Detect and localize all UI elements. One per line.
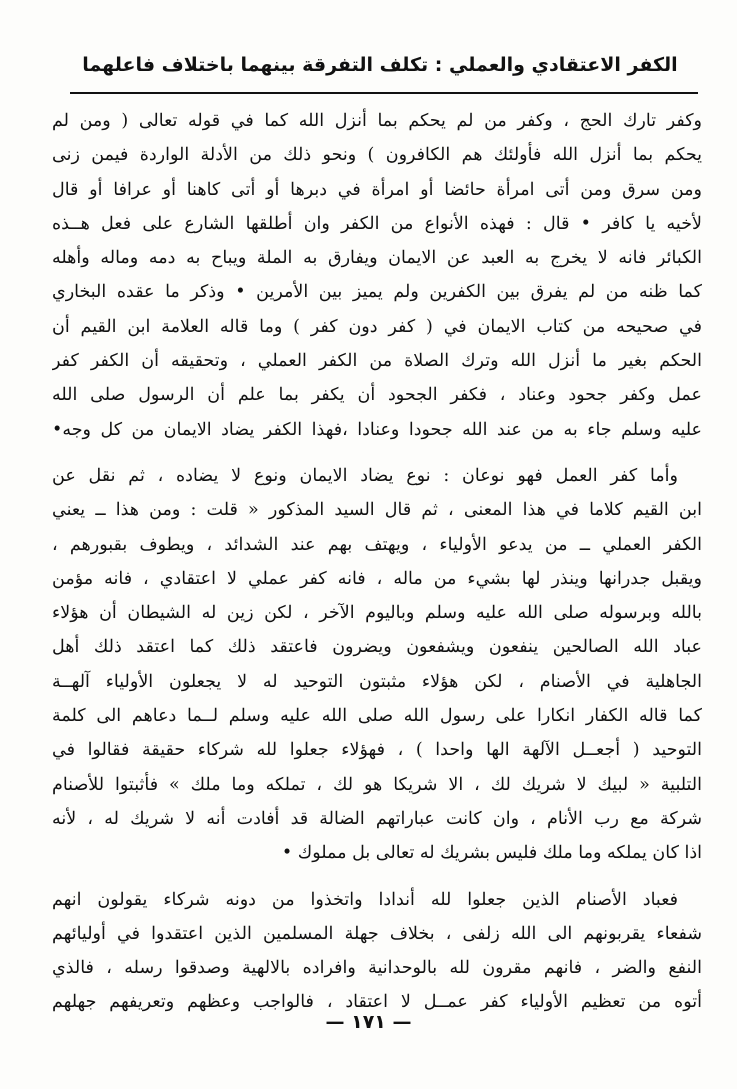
text-line: عمل وكفر جحود وعناد ، فكفر الجحود أن يكفر بما علم أن الرسول صلى الله: [52, 385, 702, 406]
text-line: أتوه من تعظيم الأولياء كفر عمــل لا اعتقاد ، فالواجب وعظهم وتعريفهم جهلهم: [52, 992, 702, 1013]
paragraph-gap: [52, 447, 702, 459]
text-line: التلبية « لبيك لا شريك لك ، الا شريكا هو لك ، تملكه وما ملك » فأثبتوا للأصنام: [52, 774, 702, 795]
body-text: [52, 104, 702, 1020]
text-line: ابن القيم كلاما في هذا المعنى ، ثم قال السيد المذكور « قلت : ومن هذا ــ يعني: [52, 500, 702, 521]
paragraph: [52, 459, 702, 871]
paragraph: [52, 104, 702, 447]
text-line: بالله وبرسوله صلى الله عليه وسلم وباليوم الآخر ، لكن زين له الشيطان أن هؤلاء: [52, 603, 702, 624]
text-line: عليه وسلم جاء به من عند الله جحودا وعنادا ،فهذا الكفر يضاد الايمان من كل وجه•: [52, 419, 702, 440]
text-line: ويقبل جدرانها وينذر لها بشيء من ماله ، فانه كفر عملي لا اعتقادي ، فانه مؤمن: [52, 568, 702, 589]
text-line: وأما كفر العمل فهو نوعان : نوع يضاد الايمان ونوع لا يضاده ، ثم نقل عن: [52, 465, 678, 486]
text-line: الكفر العملي ــ من يدعو الأولياء ، ويهتف بهم عند الشدائد ، ويطوف بقبورهم ،: [52, 534, 702, 555]
paragraph: [52, 883, 702, 1020]
text-line: الكبائر فانه لا يخرج به العبد عن الايمان ويفارق به الملة ويباح به دمه وماله وأهله: [52, 248, 702, 269]
text-line: يحكم بما أنزل الله فأولئك هم الكافرون ) ونحو ذلك من الأدلة الواردة فيمن زنى: [52, 145, 702, 166]
text-line: وكفر تارك الحج ، وكفر من لم يحكم بما أنزل الله كما في قوله تعالى ( ومن لم: [52, 111, 702, 131]
text-line: عباد الله الصالحين ينفعون ويشفعون ويضرون فاعتقد ذلك كما اعتقد ذلك أهل: [52, 637, 702, 658]
running-head: الكفر الاعتقادي والعملي : تكلف التفرقة بينهما باختلاف فاعلهما: [82, 54, 678, 76]
text-line: التوحيد ( أجعــل الآلهة الها واحدا ) ، فهؤلاء جعلوا لله شركاء حقيقة فقالوا في: [52, 740, 702, 761]
text-line: كما ظنه من لم يفرق بين الكفرين ولم يميز بين الأمرين • وذكر ما عقده البخاري: [52, 282, 702, 303]
text-line: شفعاء يقربونهم الى الله زلفى ، بخلاف جهلة المسلمين الذين اعتقدوا في أوليائهم: [52, 923, 702, 944]
page-number: — ١٧١ —: [325, 1011, 412, 1033]
text-line: الجاهلية في الأصنام ، لكن هؤلاء مثبتون التوحيد له لا يجعلون الأولياء آلهــة: [52, 671, 702, 692]
text-line: كما قاله الكفار انكارا على رسول الله صلى الله عليه وسلم لــما دعاهم الى كلمة: [52, 706, 702, 727]
paragraph-gap: [52, 871, 702, 883]
text-line: في صحيحه من كتاب الايمان في ( كفر دون كفر ) وما قاله العلامة ابن القيم أن: [52, 316, 702, 337]
header-rule: [70, 92, 698, 94]
text-line: لأخيه يا كافر • قال : فهذه الأنواع من الكفر وان أطلقها الشارع على فعل هــذه: [52, 213, 702, 234]
text-line: اذا كان يملكه وما ملك فليس بشريك له تعالى بل مملوك •: [281, 843, 702, 864]
text-line: شركة مع رب الأنام ، وان كانت عباراتهم الضالة قد أفادت أنه لا شريك له ، لأنه: [52, 808, 702, 829]
text-line: فعباد الأصنام الذين جعلوا لله أندادا واتخذوا من دونه شركاء يقولون انهم: [52, 889, 678, 910]
text-line: النفع والضر ، فانهم مقرون لله بالوحدانية وافراده بالالهية وصدقوا رسله ، فالذي: [52, 958, 702, 979]
text-line: الحكم بغير ما أنزل الله وترك الصلاة من الكفر العملي ، وتحقيقه أن الكفر كفر: [52, 351, 702, 372]
text-line: ومن سرق ومن أتى امرأة حائضا أو امرأة في دبرها أو أتى كاهنا أو عرافا أو قال: [52, 179, 702, 200]
